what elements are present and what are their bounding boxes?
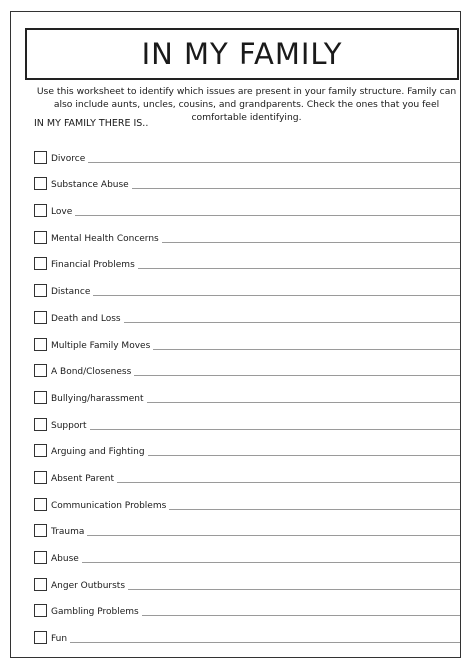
checklist-item [34,512,460,539]
title-box [25,28,459,80]
checklist-item [34,138,460,165]
writing-line[interactable] [169,509,460,510]
checklist-item [34,165,460,192]
checklist [34,138,460,645]
writing-line[interactable] [162,242,460,243]
checklist-item [34,271,460,298]
checklist-item [34,618,460,645]
checkbox[interactable] [34,524,47,537]
checklist-item-label: Abuse [51,554,79,564]
writing-line[interactable] [75,215,460,216]
checklist-item [34,325,460,352]
checkbox[interactable] [34,578,47,591]
checklist-item-label: Divorce [51,153,86,164]
checkbox[interactable] [34,471,47,484]
checklist-item-label: Fun [51,634,68,645]
checklist-item [34,378,460,405]
checkbox[interactable] [34,177,47,190]
intro-text: Use this worksheet to identify which issues are present in your family structure. Family can also include aunts, uncles, cousins, and grandparents. Check the ones that you feel comfortable identifying. [36,86,457,123]
checkbox[interactable] [34,204,47,217]
checkbox[interactable] [34,604,47,617]
writing-line[interactable] [138,268,460,269]
checklist-item-label: Death and Loss [51,313,121,324]
checklist-item [34,592,460,619]
writing-line[interactable] [70,642,460,643]
checkbox[interactable] [34,391,47,404]
checkbox[interactable] [34,257,47,270]
checklist-item-label: Support [51,420,87,431]
checkbox[interactable] [34,151,47,164]
checkbox[interactable] [34,418,47,431]
worksheet-page [10,11,461,658]
checklist-item [34,458,460,485]
checkbox[interactable] [34,551,47,564]
checkbox[interactable] [34,364,47,377]
checklist-item-label: Bullying/harassment [51,393,144,404]
checklist-item-label: A Bond/Closeness [51,367,132,378]
page-title: IN MY FAMILY [141,37,343,71]
checklist-item [34,298,460,325]
writing-line[interactable] [87,535,460,536]
checklist-item-label: Substance Abuse [51,180,129,191]
writing-line[interactable] [147,402,460,403]
checklist-item-label: Love [51,207,73,218]
checklist-item [34,191,460,218]
checkbox[interactable] [34,311,47,324]
checklist-item-label: Distance [51,287,91,298]
writing-line[interactable] [132,188,460,189]
writing-line[interactable] [124,322,460,323]
checklist-item-label: Arguing and Fighting [51,447,145,458]
checklist-item [34,352,460,379]
checklist-item-label: Absent Parent [51,473,114,484]
checklist-item-label: Trauma [51,527,85,538]
writing-line[interactable] [142,615,460,616]
checklist-item [34,565,460,592]
checklist-item [34,245,460,272]
checkbox[interactable] [34,284,47,297]
writing-line[interactable] [134,375,460,376]
checklist-item-label: Communication Problems [51,500,167,511]
checklist-item-label: Anger Outbursts [51,580,126,591]
writing-line[interactable] [93,295,460,296]
writing-line[interactable] [148,455,460,456]
list-heading: IN MY FAMILY THERE IS.. [34,118,149,129]
checkbox[interactable] [34,231,47,244]
writing-line[interactable] [153,349,460,350]
checklist-item [34,485,460,512]
checkbox[interactable] [34,498,47,511]
writing-line[interactable] [117,482,460,483]
checklist-item-label: Gambling Problems [51,607,139,618]
writing-line[interactable] [82,562,460,563]
writing-line[interactable] [88,162,460,163]
checklist-item-label: Financial Problems [51,260,135,271]
checklist-item [34,432,460,459]
writing-line[interactable] [128,589,460,590]
checklist-item-label: Mental Health Concerns [51,233,159,244]
checklist-item [34,218,460,245]
checklist-item [34,405,460,432]
writing-line[interactable] [90,429,460,430]
checkbox[interactable] [34,631,47,644]
checklist-item-label: Multiple Family Moves [51,340,151,351]
checkbox[interactable] [34,338,47,351]
checklist-item [34,538,460,565]
checkbox[interactable] [34,444,47,457]
